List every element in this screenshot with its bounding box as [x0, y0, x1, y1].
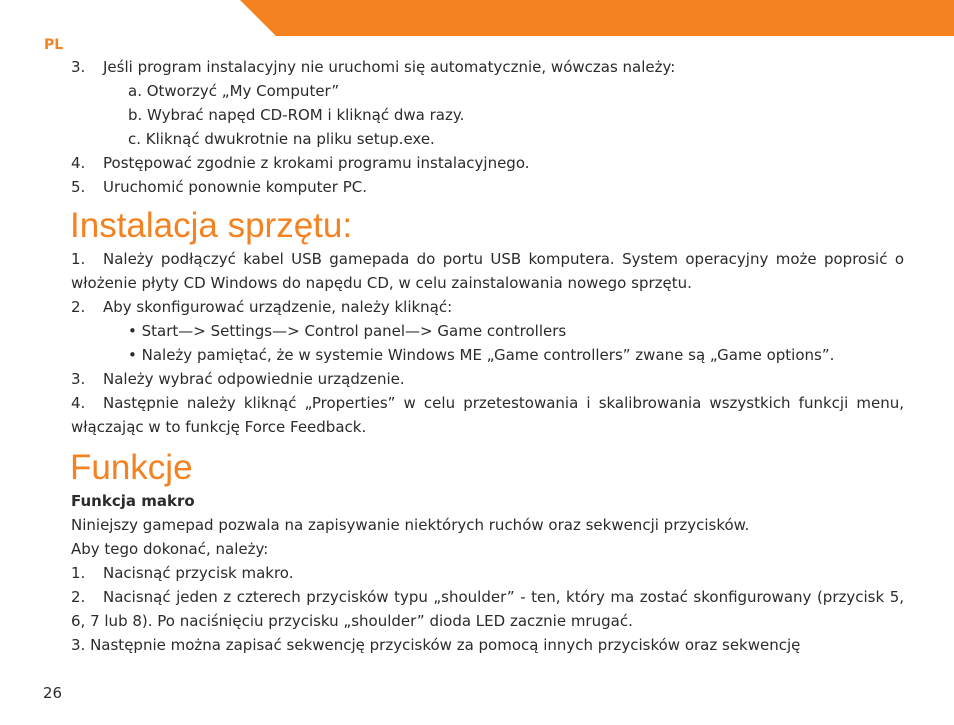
- install-step-3-text: Należy wybrać odpowiednie urządzenie.: [103, 370, 405, 388]
- top-banner: [240, 0, 954, 36]
- intro-list-text: c. Kliknąć dwukrotnie na pliku setup.exe.: [128, 130, 435, 148]
- macro-step-1: [71, 561, 904, 585]
- install-step-3: [71, 367, 904, 391]
- macro-step-2-number: 2.: [71, 588, 86, 606]
- macro-step-3: 3. Następnie można zapisać sekwencję przycisków za pomocą innych przycisków oraz sekwencję: [71, 636, 801, 654]
- macro-subtitle: Funkcja makro: [71, 492, 195, 510]
- install-step-1: [71, 247, 904, 295]
- intro-list-number: 3.: [71, 58, 86, 76]
- section-title-features: Funkcje: [70, 448, 193, 487]
- intro-list-text: Postępować zgodnie z krokami programu instalacyjnego.: [103, 154, 530, 172]
- macro-paragraph-1: Niniejszy gamepad pozwala na zapisywanie niektórych ruchów oraz sekwencji przycisków.: [71, 516, 750, 534]
- install-step-2: [71, 295, 904, 319]
- macro-paragraph-2: Aby tego dokonać, należy:: [71, 540, 269, 558]
- intro-list-item: [71, 79, 904, 103]
- page-content: [71, 55, 904, 657]
- macro-step-2-text: Nacisnąć jeden z czterech przycisków typu „shoulder” - ten, który ma zostać skonfigurowany (przycisk 5, 6, 7 lub 8). Po naciśnięciu przycisku „shoulder” dioda LED zacznie mrugać.: [71, 588, 904, 630]
- install-bullet-2: • Należy pamiętać, że w systemie Windows ME „Game controllers” zwane są „Game options”.: [128, 346, 835, 364]
- intro-list-text: Uruchomić ponownie komputer PC.: [103, 178, 368, 196]
- install-step-1-number: 1.: [71, 250, 86, 268]
- intro-list-item: [71, 55, 904, 79]
- intro-list-text: Jeśli program instalacyjny nie uruchomi się automatycznie, wówczas należy:: [103, 58, 676, 76]
- install-step-2-number: 2.: [71, 298, 86, 316]
- section-title-installation: Instalacja sprzętu:: [70, 206, 353, 245]
- intro-list-number: 5.: [71, 178, 86, 196]
- intro-list-item: [71, 175, 904, 199]
- page-number: 26: [43, 684, 63, 702]
- install-step-4-text: Następnie należy kliknąć „Properties” w celu przetestowania i skalibrowania wszystkich funkcji menu, włączając w to funkcję Force Feedback.: [71, 394, 904, 436]
- install-bullet-1: • Start—> Settings—> Control panel—> Game controllers: [128, 322, 567, 340]
- install-step-1-text: Należy podłączyć kabel USB gamepada do portu USB komputera. System operacyjny może poprosić o włożenie płyty CD Windows do napędu CD, w celu zainstalowania nowego sprzętu.: [71, 250, 904, 292]
- install-step-4: [71, 391, 904, 439]
- intro-list-text: a. Otworzyć „My Computer”: [128, 82, 340, 100]
- install-step-3-number: 3.: [71, 370, 86, 388]
- intro-list: [71, 55, 904, 199]
- intro-list-text: b. Wybrać napęd CD-ROM i kliknąć dwa razy.: [128, 106, 465, 124]
- install-step-2-text: Aby skonfigurować urządzenie, należy kliknąć:: [103, 298, 453, 316]
- macro-step-1-number: 1.: [71, 564, 86, 582]
- intro-list-item: [71, 127, 904, 151]
- macro-step-1-text: Nacisnąć przycisk makro.: [103, 564, 294, 582]
- intro-list-number: 4.: [71, 154, 86, 172]
- intro-list-item: [71, 151, 904, 175]
- intro-list-item: [71, 103, 904, 127]
- install-step-4-number: 4.: [71, 394, 86, 412]
- language-label: PL: [44, 37, 64, 53]
- macro-step-2: [71, 585, 904, 633]
